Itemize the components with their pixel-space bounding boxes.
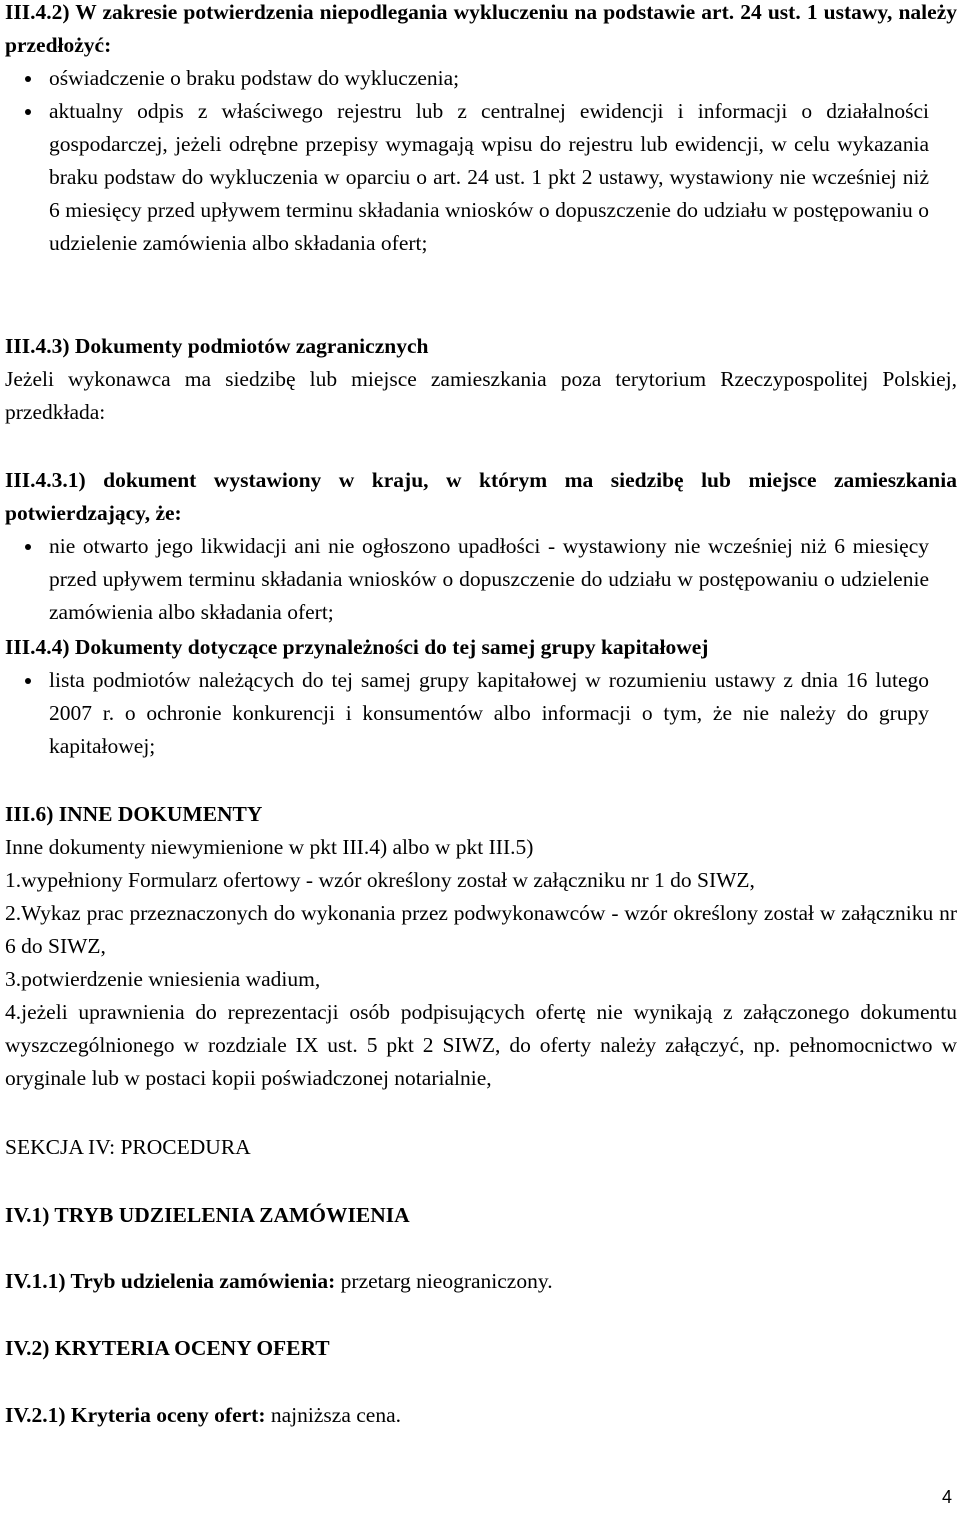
criteria-line	[5, 1399, 957, 1432]
section-heading-IV-1: IV.1) TRYB UDZIELENIA ZAMÓWIENIA	[5, 1203, 410, 1227]
paragraph-foreign-entities: Jeżeli wykonawca ma siedzibę lub miejsce zamieszkania poza terytorium Rzeczypospolitej Polskiej, przedkłada:	[5, 367, 957, 424]
list-item: 2.Wykaz prac przeznaczonych do wykonania przez podwykonawców - wzór określony został w załączniku nr 6 do SIWZ,	[5, 901, 957, 958]
list-item: oświadczenie o braku podstaw do wykluczenia;	[49, 62, 929, 95]
page-number: 4	[941, 1487, 952, 1507]
list-item: 1.wypełniony Formularz ofertowy - wzór określony został w załączniku nr 1 do SIWZ,	[5, 868, 755, 892]
procedure-type-label: IV.1.1) Tryb udzielenia zamówienia:	[5, 1269, 336, 1293]
section-heading-III-4-3: III.4.3) Dokumenty podmiotów zagranicznych	[5, 334, 429, 358]
criteria-value: najniższa cena.	[265, 1403, 401, 1427]
list-item: 4.jeżeli uprawnienia do reprezentacji osób podpisujących ofertę nie wynikają z załączonego dokumentu wyszczególnionego w rozdziale IX ust. 5 pkt 2 SIWZ, do oferty należy załączyć, np. pełnomocnictwo w oryginale lub w postaci kopii poświadczonej notarialnie,	[5, 1000, 957, 1090]
list-item: 3.potwierdzenie wniesienia wadium,	[5, 967, 321, 991]
procedure-type-value: przetarg nieograniczony.	[335, 1269, 553, 1293]
criteria-label: IV.2.1) Kryteria oceny ofert:	[5, 1403, 266, 1427]
list-item: nie otwarto jego likwidacji ani nie ogłoszono upadłości - wystawiony nie wcześniej niż 6 miesięcy przed upływem terminu składania wniosków o dopuszczenie do udziału w postępowaniu o udzielenie zamówienia albo składania ofert;	[49, 530, 929, 629]
bullet-list-III-4-3-1	[49, 530, 929, 629]
section-heading-III-4-2	[5, 0, 957, 62]
bullet-list-III-4-2	[49, 62, 929, 260]
list-item: lista podmiotów należących do tej samej grupy kapitałowej w rozumieniu ustawy z dnia 16 lutego 2007 r. o ochronie konkurencji i konsumentów albo informacji o tym, że nie należy do grupy kapitałowej;	[49, 664, 929, 763]
section-heading-III-4-4: III.4.4) Dokumenty dotyczące przynależności do tej samej grupy kapitałowej	[5, 635, 709, 659]
section-title-IV: SEKCJA IV: PROCEDURA	[5, 1135, 251, 1159]
section-heading-III-4-3-1: III.4.3.1) dokument wystawiony w kraju, w którym ma siedzibę lub miejsce zamieszkania potwierdzający, że:	[5, 468, 957, 525]
list-item: aktualny odpis z właściwego rejestru lub z centralnej ewidencji i informacji o działalności gospodarczej, jeżeli odrębne przepisy wymagają wpisu do rejestru lub ewidencji, w celu wykazania braku podstaw do wykluczenia w oparciu o art. 24 ust. 1 pkt 2 ustawy, wystawiony nie wcześniej niż 6 miesięcy przed upływem terminu składania wniosków o dopuszczenie do udziału w postępowaniu o udzielenie zamówienia albo składania ofert;	[49, 95, 929, 260]
heading-text: W zakresie potwierdzenia niepodlegania wykluczeniu na podstawie art. 24 ust. 1 ustawy, należy przedłożyć:	[5, 0, 957, 57]
bullet-list-III-4-4	[49, 664, 929, 763]
heading-number: III.4.2)	[5, 0, 70, 24]
section-heading-III-6: III.6) INNE DOKUMENTY	[5, 802, 263, 826]
procedure-type-line	[5, 1265, 957, 1298]
section-heading-IV-2: IV.2) KRYTERIA OCENY OFERT	[5, 1336, 330, 1360]
paragraph-other-docs-intro: Inne dokumenty niewymienione w pkt III.4) albo w pkt III.5)	[5, 835, 534, 859]
